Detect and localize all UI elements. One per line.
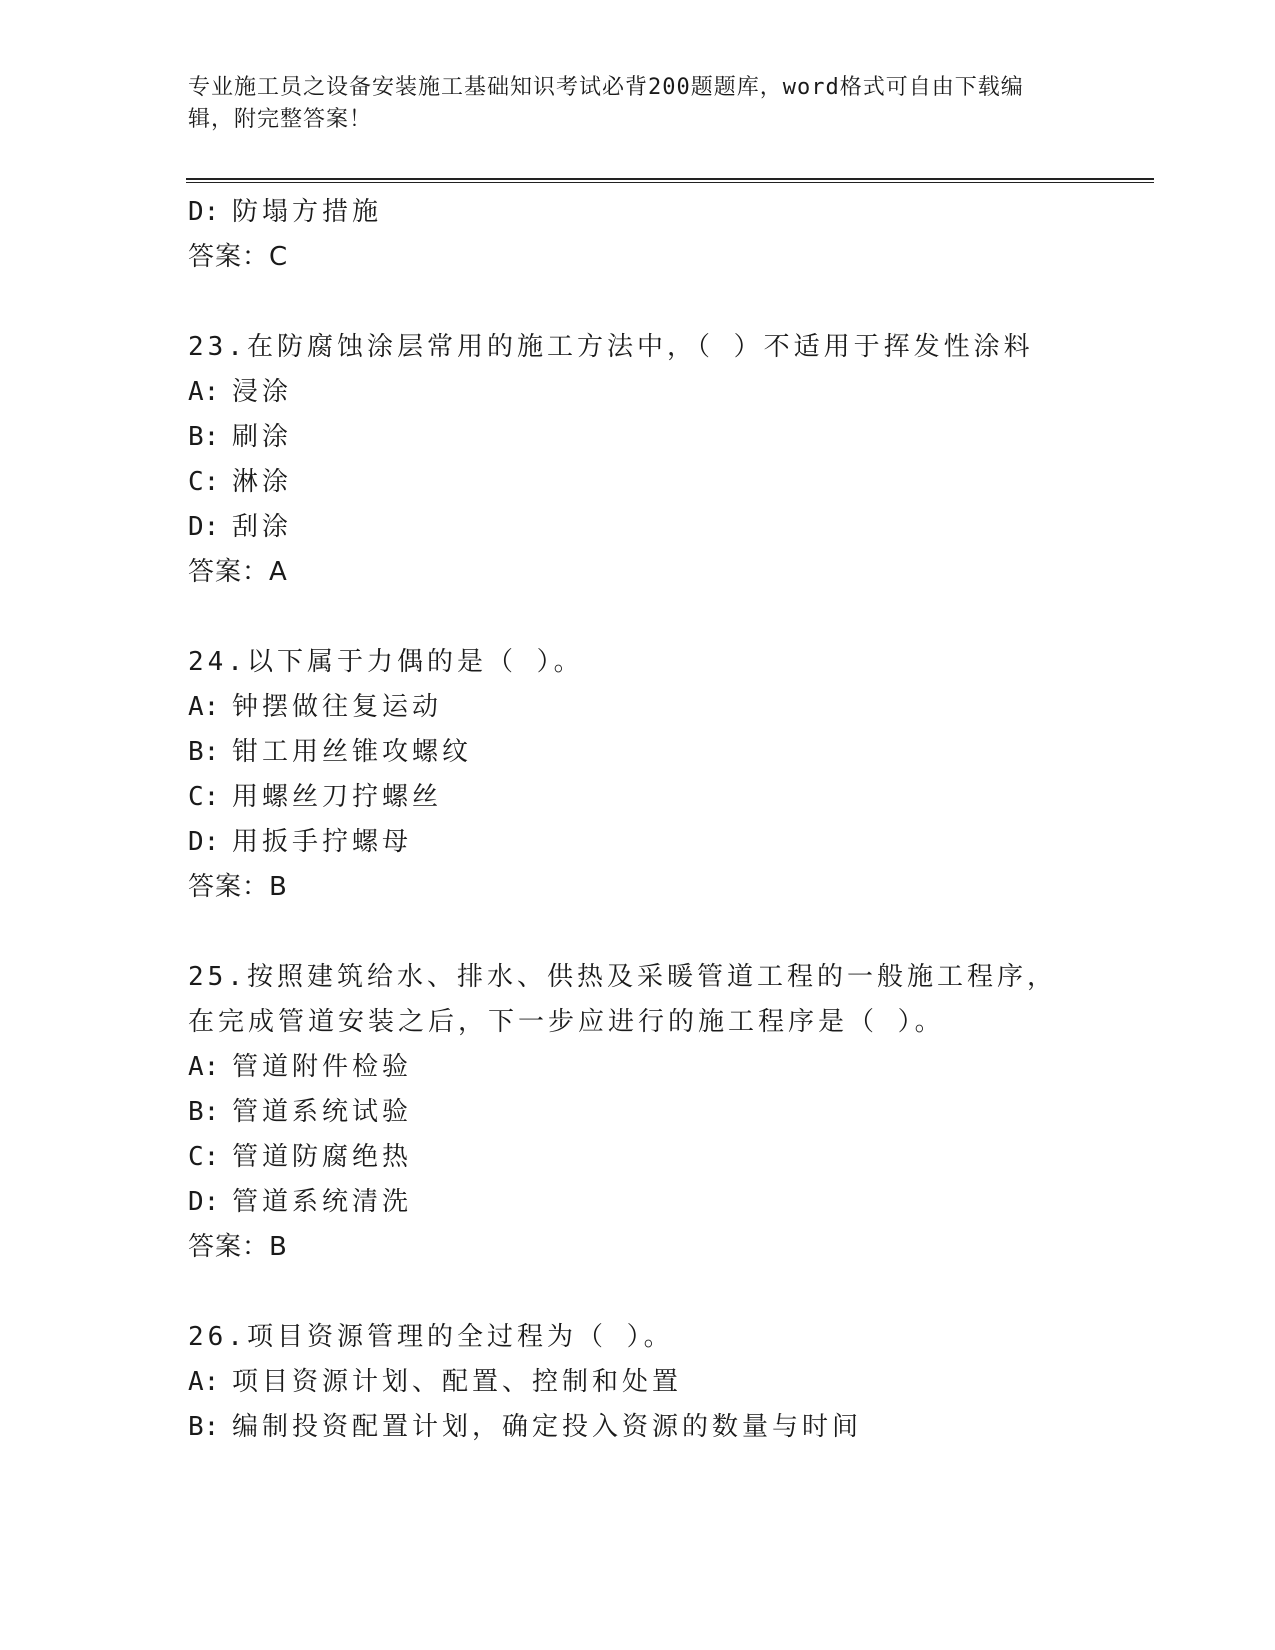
- option-text: 刮涂: [232, 512, 293, 542]
- option-letter: B:: [188, 422, 220, 452]
- document-header: 专业施工员之设备安装施工基础知识考试必背200题题库，word格式可自由下载编辑，附完整答案！: [188, 75, 1024, 132]
- option-letter: B:: [188, 1097, 220, 1127]
- option-text: 编制投资配置计划，确定投入资源的数量与时间: [232, 1412, 863, 1442]
- option-letter: B:: [188, 1412, 220, 1442]
- question-text: 23.在防腐蚀涂层常用的施工方法中，（ ）不适用于挥发性涂料: [188, 332, 1034, 362]
- answer-line: 答案：A: [188, 557, 288, 587]
- option-b: [188, 1405, 1088, 1450]
- option-letter: D:: [188, 512, 220, 542]
- option-text: 管道附件检验: [232, 1052, 413, 1082]
- answer-line: 答案：B: [188, 872, 288, 902]
- option-a: [188, 685, 1088, 730]
- option-text: 管道防腐绝热: [232, 1142, 413, 1172]
- answer-line: 答案：B: [188, 1232, 288, 1262]
- option-b: [188, 730, 1088, 775]
- option-d: [188, 505, 1088, 550]
- option-text: 项目资源计划、配置、控制和处置: [232, 1367, 683, 1397]
- option-a: [188, 1045, 1088, 1090]
- option-a: [188, 370, 1088, 415]
- option-c: [188, 775, 1088, 820]
- question-text: 26.项目资源管理的全过程为（ ）。: [188, 1322, 674, 1352]
- option-d: [188, 190, 1088, 235]
- option-text: 用螺丝刀拧螺丝: [232, 782, 443, 812]
- answer-line: 答案：C: [188, 242, 289, 272]
- option-d: [188, 1180, 1088, 1225]
- option-c: [188, 460, 1088, 505]
- option-letter: D:: [188, 827, 220, 857]
- option-text: 浸涂: [232, 377, 293, 407]
- option-text: 用扳手拧螺母: [232, 827, 413, 857]
- option-text: 淋涂: [232, 467, 293, 497]
- option-letter: C:: [188, 782, 220, 812]
- option-d: [188, 820, 1088, 865]
- option-letter: A:: [188, 1367, 220, 1397]
- option-letter: B:: [188, 737, 220, 767]
- option-letter: D:: [188, 197, 220, 227]
- option-letter: A:: [188, 692, 220, 722]
- option-letter: C:: [188, 1142, 220, 1172]
- option-letter: A:: [188, 377, 220, 407]
- option-b: [188, 415, 1088, 460]
- option-text: 防塌方措施: [232, 197, 383, 227]
- option-a: [188, 1360, 1088, 1405]
- question-text: 24.以下属于力偶的是（ ）。: [188, 647, 584, 677]
- option-text: 钟摆做往复运动: [232, 692, 443, 722]
- question-list: [188, 190, 1088, 1450]
- option-letter: D:: [188, 1187, 220, 1217]
- option-text: 管道系统试验: [232, 1097, 413, 1127]
- option-b: [188, 1090, 1088, 1135]
- question-text: 25.按照建筑给水、排水、供热及采暖管道工程的一般施工程序，在完成管道安装之后，下一步应进行的施工程序是（ ）。: [188, 962, 1057, 1037]
- option-c: [188, 1135, 1088, 1180]
- header-divider: [186, 178, 1154, 183]
- option-text: 管道系统清洗: [232, 1187, 413, 1217]
- option-text: 钳工用丝锥攻螺纹: [232, 737, 473, 767]
- option-text: 刷涂: [232, 422, 293, 452]
- option-letter: C:: [188, 467, 220, 497]
- option-letter: A:: [188, 1052, 220, 1082]
